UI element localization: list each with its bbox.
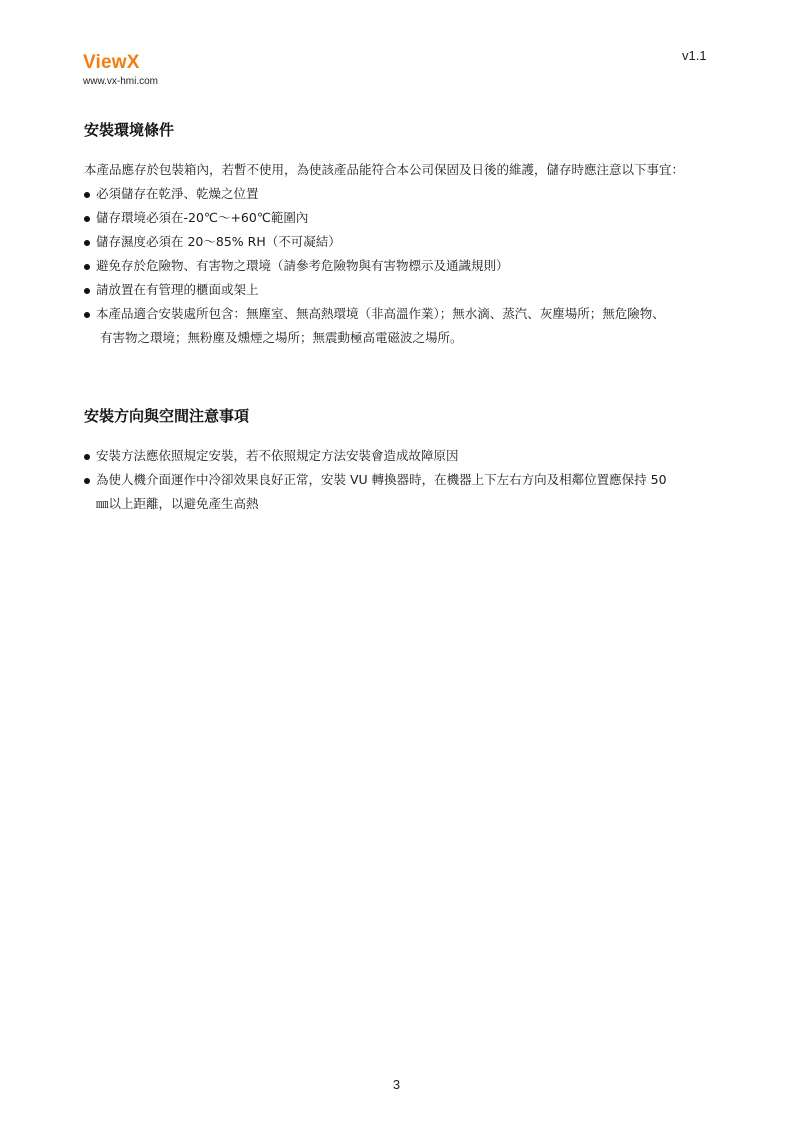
list-item — [84, 468, 714, 516]
bullet-icon — [84, 216, 90, 222]
list-item-text-continued: ㎜以上距離，以避免產生高熱 — [96, 496, 259, 511]
list-item — [84, 230, 714, 254]
website-url: www.vx-hmi.com — [83, 76, 159, 87]
list-item-text: 本產品適合安裝處所包含：無塵室、無高熱環境（非高溫作業）；無水滴、蒸汽、灰塵場所；無危險物、 — [96, 306, 665, 321]
list-item-text: 儲存環境必須在-20℃～+60℃範圍內 — [96, 210, 309, 225]
list-item — [84, 302, 714, 350]
storage-conditions-section — [84, 120, 714, 350]
bullet-icon — [84, 312, 90, 318]
list-item-text: 為使人機介面運作中冷卻效果良好正常，安裝 VU 轉換器時，在機器上下左右方向及相鄰位置應保持 50 — [96, 472, 667, 487]
list-item-text: 安裝方法應依照規定安裝，若不依照規定方法安裝會造成故障原因 — [96, 448, 459, 463]
brand-logo: ViewX — [83, 52, 140, 73]
list-item — [84, 444, 714, 468]
list-item-text: 請放置在有管理的櫃面或架上 — [96, 282, 259, 297]
section-title: 安裝環境條件 — [84, 121, 175, 139]
list-item — [84, 182, 714, 206]
bullet-icon — [84, 192, 90, 198]
installation-orientation-section — [84, 406, 714, 516]
bullet-icon — [84, 454, 90, 460]
list-item — [84, 254, 714, 278]
bullet-icon — [84, 240, 90, 246]
bullet-icon — [84, 478, 90, 484]
storage-bullet-list — [84, 182, 714, 350]
list-item-text: 避免存於危險物、有害物之環境（請參考危險物與有害物標示及通識規則） — [96, 258, 509, 273]
document-version: v1.1 — [682, 48, 707, 63]
list-item-text: 儲存濕度必須在 20～85% RH（不可凝結） — [96, 234, 341, 249]
list-item-text: 必須儲存在乾淨、乾燥之位置 — [96, 186, 259, 201]
bullet-icon — [84, 288, 90, 294]
bullet-icon — [84, 264, 90, 270]
installation-bullet-list — [84, 444, 714, 516]
list-item-text-continued: 有害物之環境；無粉塵及燻煙之場所；無震動極高電磁波之場所。 — [100, 330, 463, 345]
page-number: 3 — [392, 1077, 401, 1092]
page-header — [83, 52, 158, 87]
intro-paragraph: 本產品應存於包裝箱內，若暫不使用，為使該產品能符合本公司保固及日後的維護，儲存時應注意以下事宜： — [84, 162, 685, 177]
section-title: 安裝方向與空間注意事項 — [84, 407, 250, 425]
list-item — [84, 206, 714, 230]
list-item — [84, 278, 714, 302]
